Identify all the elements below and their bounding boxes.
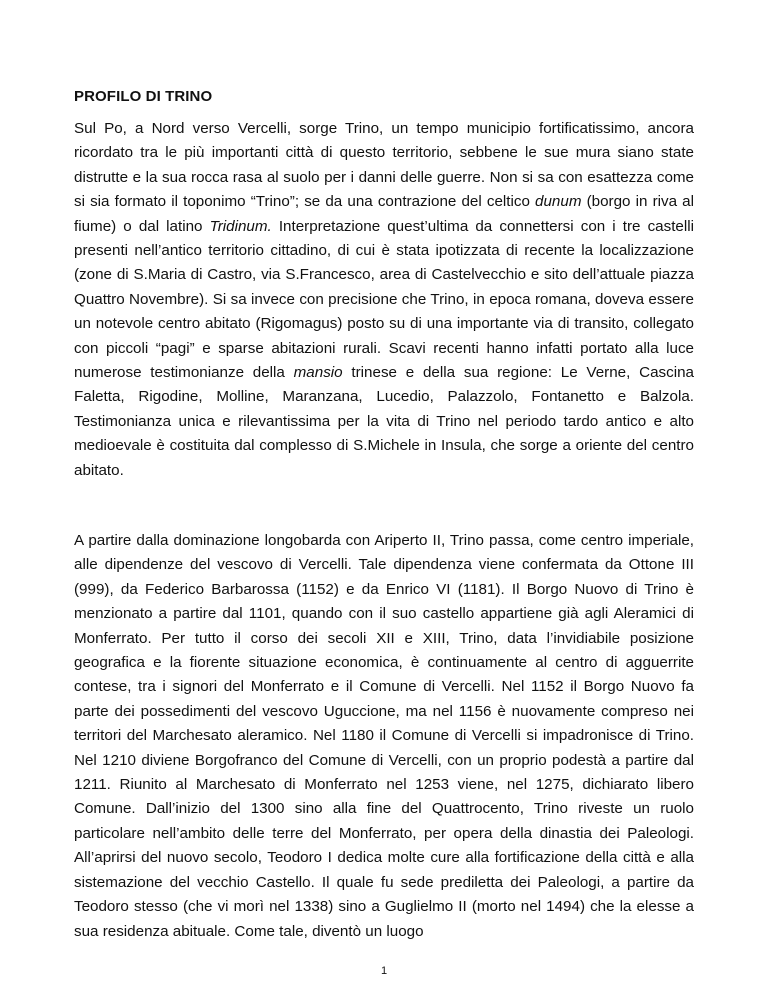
document-page — [74, 0, 694, 994]
italic-term-tridinum: Tridinum. — [209, 217, 272, 235]
paragraph-origins — [74, 117, 694, 483]
paragraph-text-segment: Interpretazione quest’ultima da connettersi con i tre castelli presenti nell’antico territorio cittadino, di cui è stata ipotizzata di recente la localizzazione (zone di S.Maria di Castro, via S.Francesco, area di Castelvecchio e sito dell’attuale piazza Quattro Novembre). Si sa invece con precisione che Trino, in epoca romana, doveva essere un notevole centro abitato (Rigomagus) posto su di una importante via di transito, collegato con piccoli “pagi” e sparse abitazioni rurali. Scavi recenti hanno infatti portato alla luce numerose testimonianze della — [74, 217, 694, 382]
paragraph-history: A partire dalla dominazione longobarda con Ariperto II, Trino passa, come centro imperiale, alle dipendenze del vescovo di Vercelli. Tale dipendenza viene confermata da Ottone III (999), da Federico Barbarossa (1152) e da Enrico VI (1181). Il Borgo Nuovo di Trino è menzionato a partire dal 1101, quando con il suo castello appartiene già agli Aleramici di Monferrato. Per tutto il corso dei secoli XII e XIII, Trino, data l’invidiabile posizione geografica e la fiorente situazione economica, è continuamente al centro di agguerrite contese, tra i signori del Monferrato e il Comune di Vercelli. Nel 1152 il Borgo Nuovo fa parte dei possedimenti del vescovo Uguccione, ma nel 1156 è nuovamente compreso nei territori del Marchesato aleramico. Nel 1180 il Comune di Vercelli si impadronisce di Trino. Nel 1210 diviene Borgofranco del Comune di Vercelli, con un proprio podestà a partire dal 1211. Riunito al Marchesato di Monferrato nel 1253 viene, nel 1275, dichiarato libero Comune. Dall’inizio del 1300 sino alla fine del Quattrocento, Trino riveste un ruolo particolare nell’ambito delle terre del Monferrato, per opera della dinastia dei Paleologi. All’aprirsi del nuovo secolo, Teodoro I dedica molte cure alla fortificazione della città e alla sistemazione del vecchio Castello. Il quale fu sede prediletta dei Paleologi, a partire da Teodoro stesso (che vi morì nel 1338) sino a Guglielmo II (morto nel 1494) che la elesse a sua residenza abituale. Come tale, diventò un luogo — [74, 532, 694, 940]
italic-term-dunum: dunum — [535, 193, 582, 211]
paragraph-text-segment: Sul Po, a Nord verso Vercelli, sorge Trino, un tempo municipio fortificatissimo, ancora ricordato tra le più importanti città di questo territorio, sebbene le sue mura siano state distrutte e la sua rocca rasa al suolo per i danni delle guerre. Non si sa con esattezza come si sia formato il toponimo “Trino”; se da una contrazione del celtico — [74, 120, 694, 211]
page-number: 1 — [380, 965, 388, 977]
paragraph-text-segment: trinese e della sua regione: Le Verne, Cascina Faletta, Rigodine, Molline, Maranzana, Lucedio, Palazzolo, Fontanetto e Balzola. Testimonianza unica e rilevantissima per la vita di Trino nel periodo tardo antico e alto medioevale è costituita dal complesso di S.Michele in Insula, che sorge a oriente del centro abitato. — [74, 364, 694, 479]
italic-term-mansio: mansio — [293, 364, 343, 382]
paragraph-text-segment: (borgo in riva al fiume) o dal latino — [74, 193, 694, 235]
document-title: PROFILO DI TRINO — [74, 88, 213, 105]
